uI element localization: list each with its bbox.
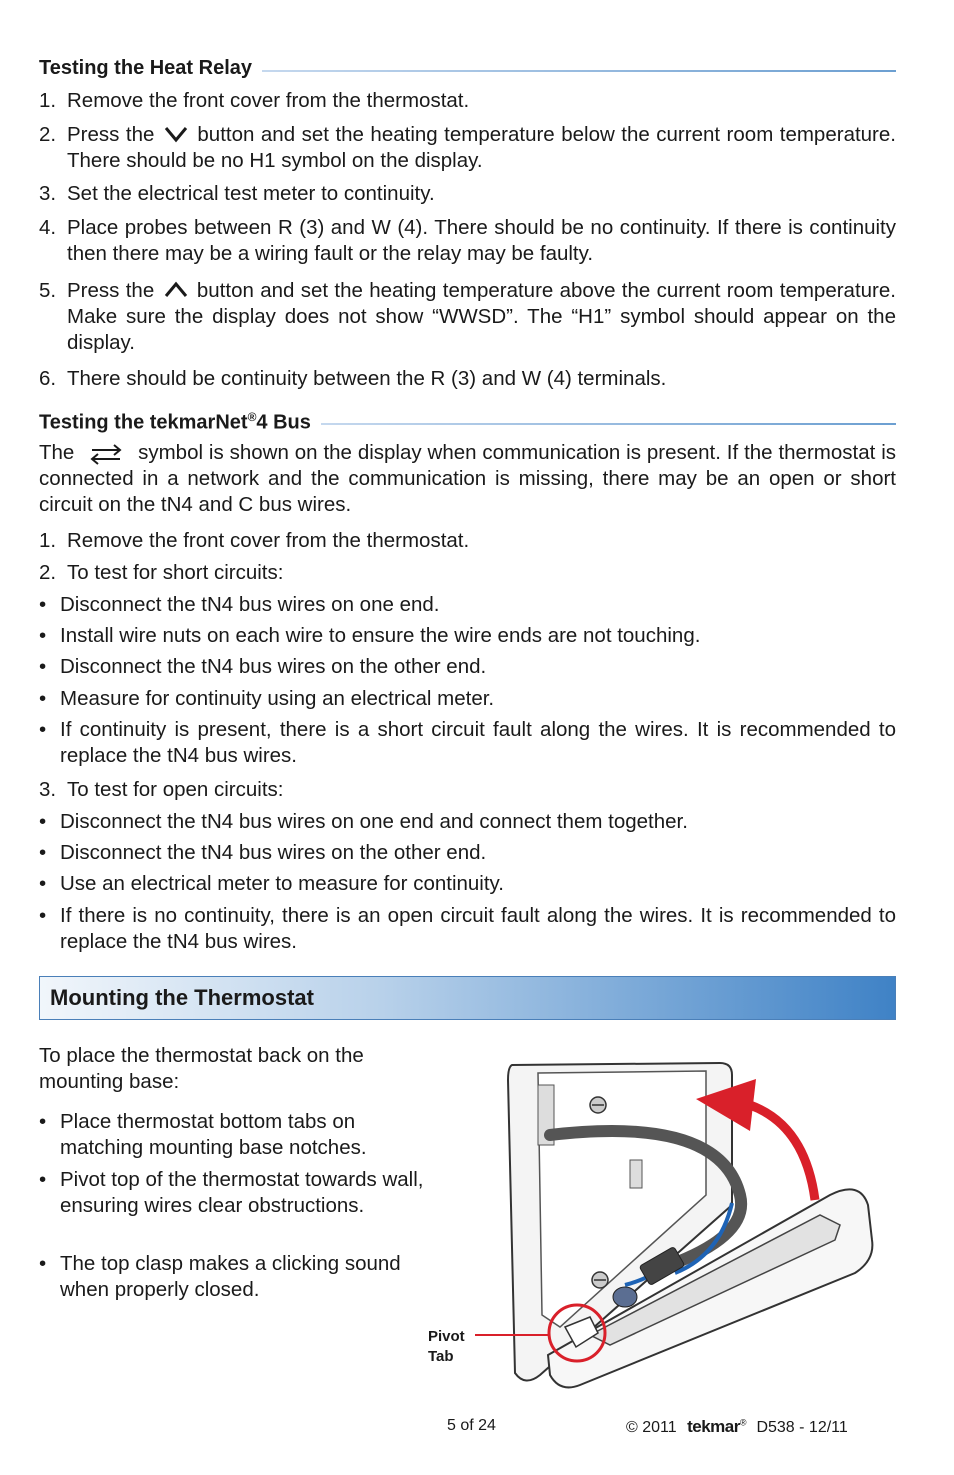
bullet-text: Disconnect the tN4 bus wires on one end. — [60, 593, 440, 616]
step-number: 6. — [39, 367, 57, 390]
bus-intro-post: symbol is shown on the display when communication is present. If the thermostat is connected in a network and the communication is missing, there may be an open or short circuit on the tN4 and C bus wires. — [39, 441, 896, 516]
tekmar-logo — [687, 1417, 746, 1436]
pivot-tab-label — [428, 1327, 465, 1367]
short-bullet — [39, 623, 896, 649]
brand-name: tekmar — [687, 1417, 740, 1436]
heat-relay-heading — [39, 57, 896, 80]
bullet-dot: • — [39, 624, 47, 647]
heat-step-2 — [39, 122, 896, 174]
bus-intro — [39, 440, 896, 518]
step-text-pre: Press the — [67, 279, 155, 302]
bullet-text: Disconnect the tN4 bus wires on the other end. — [60, 841, 487, 864]
short-bullet — [39, 686, 896, 712]
open-bullet — [39, 840, 896, 866]
page-number: 5 of 24 — [447, 1417, 496, 1434]
pivot-tab-label-line2: Tab — [428, 1348, 454, 1365]
registered-mark: ® — [247, 410, 257, 424]
bullet-dot: • — [39, 810, 47, 833]
brand-registered-mark: ® — [739, 1417, 746, 1428]
bullet-text: Pivot top of the thermostat towards wall, ensuring wires clear obstructions. — [60, 1168, 424, 1217]
bullet-text: Use an electrical meter to measure for continuity. — [60, 872, 504, 895]
bullet-text: Install wire nuts on each wire to ensure the wire ends are not touching. — [60, 624, 701, 647]
step-text-pre: Press the — [67, 123, 155, 146]
mounting-intro: To place the thermostat back on the mounting base: — [39, 1044, 364, 1093]
open-bullet — [39, 903, 896, 955]
thermostat-mounting-illustration — [420, 1055, 880, 1395]
bus-heading-post: 4 Bus — [256, 411, 311, 434]
bullet-dot: • — [39, 687, 47, 710]
step-number: 1. — [39, 529, 57, 552]
bullet-text: Disconnect the tN4 bus wires on the other end. — [60, 655, 487, 678]
step-text: Remove the front cover from the thermostat. — [67, 89, 470, 112]
bullet-text: Disconnect the tN4 bus wires on one end and connect them together. — [60, 810, 688, 833]
bullet-dot: • — [39, 841, 47, 864]
bullet-dot: • — [39, 655, 47, 678]
step-text: There should be continuity between the R (3) and W (4) terminals. — [67, 367, 667, 390]
heat-step-6 — [39, 366, 896, 392]
bullet-dot: • — [39, 593, 47, 616]
step-text-post: button and set the heating temperature below the current room temperature. There should be no H1 symbol on the display. — [67, 123, 896, 172]
bullet-text: The top clasp makes a clicking sound when properly closed. — [60, 1252, 401, 1301]
step-number: 1. — [39, 89, 57, 112]
bus-heading-text — [39, 410, 311, 435]
chevron-up-icon — [163, 280, 189, 300]
heat-step-1 — [39, 88, 896, 114]
heading-rule — [262, 70, 896, 72]
wire-nut — [613, 1287, 637, 1307]
bullet-text: If there is no continuity, there is an open circuit fault along the wires. It is recommended to replace the tN4 bus wires. — [60, 904, 896, 953]
step-number: 2. — [39, 123, 57, 146]
bullet-dot: • — [39, 718, 47, 741]
step-text: Set the electrical test meter to continuity. — [67, 182, 435, 205]
step-number: 3. — [39, 778, 57, 801]
step-number: 5. — [39, 279, 57, 302]
open-bullet — [39, 871, 896, 897]
network-arrows-icon — [86, 443, 126, 465]
mounting-banner-title: Mounting the Thermostat — [50, 985, 314, 1010]
step-text — [67, 278, 896, 356]
step-text: Place probes between R (3) and W (4). There should be no continuity. If there is continuity then there may be a wiring fault or the relay may be faulty. — [67, 216, 896, 265]
bullet-dot: • — [39, 1110, 47, 1133]
bus-heading — [39, 410, 896, 435]
base-slot — [630, 1160, 642, 1188]
step-text: To test for open circuits: — [67, 778, 284, 801]
open-bullet — [39, 809, 896, 835]
step-text: Remove the front cover from the thermostat. — [67, 529, 470, 552]
step-number: 4. — [39, 216, 57, 239]
heat-step-5 — [39, 278, 896, 356]
bus-intro-pre: The — [39, 441, 75, 464]
chevron-down-icon — [163, 124, 189, 144]
short-bullet — [39, 592, 896, 618]
step-text: To test for short circuits: — [67, 561, 284, 584]
bullet-dot: • — [39, 1252, 47, 1275]
rotation-arrow-icon — [750, 1105, 815, 1200]
step-number: 2. — [39, 561, 57, 584]
step-number: 3. — [39, 182, 57, 205]
short-bullet — [39, 717, 896, 769]
bullet-text: Place thermostat bottom tabs on matching mounting base notches. — [60, 1110, 367, 1159]
bullet-text: If continuity is present, there is a short circuit fault along the wires. It is recommended to replace the tN4 bus wires. — [60, 718, 896, 767]
heading-rule — [321, 423, 896, 425]
mounting-bullet — [39, 1167, 429, 1219]
mounting-banner — [39, 976, 896, 1020]
mounting-bullet — [39, 1251, 429, 1303]
bullet-dot: • — [39, 904, 47, 927]
pivot-tab-label-line1: Pivot — [428, 1328, 465, 1345]
heat-step-3 — [39, 181, 896, 207]
heat-step-4 — [39, 215, 896, 267]
bus-step-3 — [39, 777, 896, 803]
bus-step-2 — [39, 560, 896, 586]
document-code: D538 - 12/11 — [756, 1419, 848, 1436]
heat-relay-heading-text: Testing the Heat Relay — [39, 57, 253, 79]
mounting-bullet — [39, 1109, 429, 1161]
bullet-dot: • — [39, 1168, 47, 1191]
copyright: © 2011 — [626, 1419, 677, 1436]
bus-step-1 — [39, 528, 896, 554]
footer-right — [626, 1417, 848, 1437]
step-text — [67, 122, 896, 174]
bullet-dot: • — [39, 872, 47, 895]
bullet-text: Measure for continuity using an electrical meter. — [60, 687, 495, 710]
bus-heading-pre: Testing the tekmarNet — [39, 411, 248, 434]
short-bullet — [39, 654, 896, 680]
step-text-post: button and set the heating temperature above the current room temperature. Make sure the display does not show “WWSD”. The “H1” symbol should appear on the display. — [67, 279, 896, 354]
